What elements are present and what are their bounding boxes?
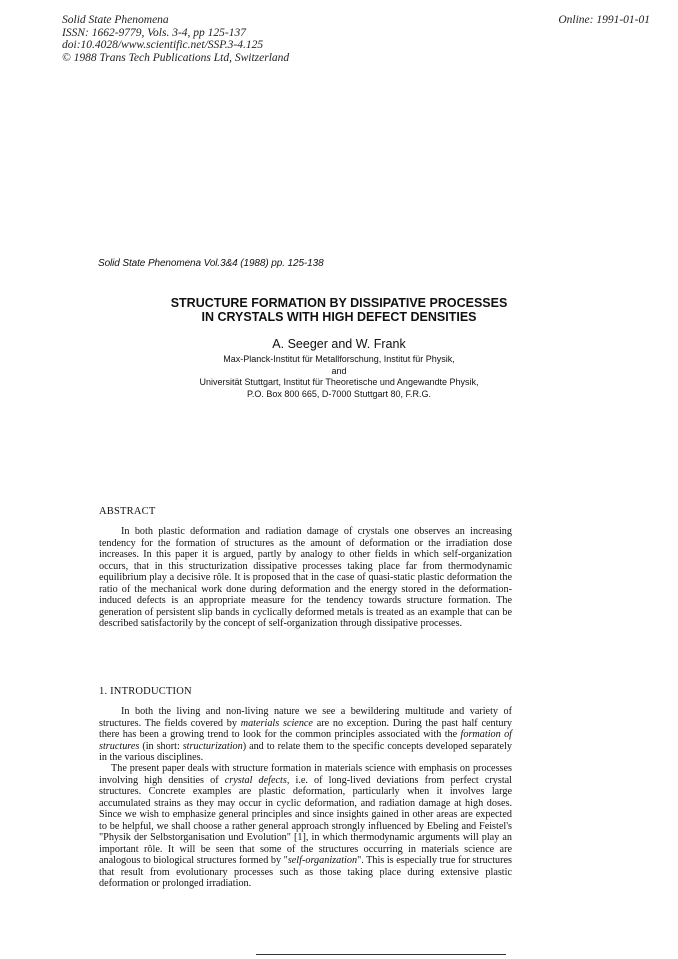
publication-header xyxy=(62,14,289,64)
authors: A. Seeger and W. Frank xyxy=(272,337,406,351)
bottom-rule xyxy=(256,954,506,955)
italic-run: crystal defects xyxy=(224,774,287,786)
text-run: (in short: xyxy=(139,740,183,752)
intro-paragraph-1-text xyxy=(99,706,512,763)
header-copyright: © 1988 Trans Tech Publications Ltd, Switzerland xyxy=(62,51,290,64)
intro-paragraph-2-text xyxy=(99,763,512,889)
affiliation-line: P.O. Box 800 665, D-7000 Stuttgart 80, F.R.G. xyxy=(247,388,431,399)
header-doi: doi:10.4028/www.scientific.net/SSP.3-4.125 xyxy=(62,39,264,51)
title-line: STRUCTURE FORMATION BY DISSIPATIVE PROCESSES xyxy=(170,296,508,310)
abstract-heading: ABSTRACT xyxy=(99,506,156,517)
italic-run: structurization xyxy=(182,740,243,752)
italic-run: self-organization xyxy=(287,855,358,866)
affiliation-line: and xyxy=(331,365,347,376)
affiliation-line: Universität Stuttgart, Institut für Theoretische und Angewandte Physik, xyxy=(199,377,479,387)
journal-reference: Solid State Phenomena Vol.3&4 (1988) pp. 125-138 xyxy=(98,258,324,269)
intro-paragraph-2 xyxy=(99,763,512,890)
affiliation xyxy=(0,354,678,400)
text-run: are no exception. During the past half century there has been a growing trend to look for the common principles associated with the xyxy=(99,717,512,740)
header-issn: ISSN: 1662-9779, Vols. 3-4, pp 125-137 xyxy=(62,26,246,39)
title-line: IN CRYSTALS WITH HIGH DEFECT DENSITIES xyxy=(201,310,477,324)
text-run: , i.e. of long-lived deviations from perfect crystal structures. Concrete examples are plastic deformation, particularly when it involves large accumulated strains as they may occur in cyclic deformation, and radiation damage at high doses. Since we wish to emphasize general principles and since insights gained in other areas are expected to be helpful, we shall choose a rather general approach strongly influenced by Ebeling and Feistel's "Physik der Selbstorganisation und Evolution" [1], in which thermodynamic arguments will play an important rôle. It will be seen that some of the structures occurring in materials science are analogous to biological structures formed by " xyxy=(99,774,513,866)
italic-run: materials science xyxy=(240,717,313,729)
paper-title xyxy=(0,296,678,324)
abstract-text: In both plastic deformation and radiation damage of crystals one observes an increasing tendency for the formation of structures as the amount of deformation or the irradiation dose increases. In this paper it is argued, partly by analogy to other fields in which self-organization occurs, that in this structurization dissipative processes taking place far from thermodynamic equilibrium play a decisive rôle. It is proposed that in the case of quasi-static plastic deformation the ratio of the mechanical work done during deformation and the energy stored in the deformation-induced defects is an appropriate measure for the tendency towards structure formation. The generation of persistent slip bands in cyclically deformed metals is treated as an example that can be described satisfactorily by the concept of self-organization through dissipative processes. xyxy=(99,526,512,629)
introduction-heading: 1. INTRODUCTION xyxy=(99,686,192,697)
header-journal: Solid State Phenomena xyxy=(62,14,169,26)
online-date: Online: 1991-01-01 xyxy=(558,14,650,26)
intro-paragraph-1 xyxy=(99,706,512,764)
affiliation-line: Max-Planck-Institut für Metallforschung, Institut für Physik, xyxy=(223,354,455,364)
text-run: The present paper deals with structure formation in materials science with emphasis on processes involving high densities of xyxy=(99,763,512,786)
italic-run: formation of structures xyxy=(99,729,512,752)
text-run: ". This is especially true for structures that result from evolutionary processes such as those taking place during extensive plastic deformation or prolonged irradiation. xyxy=(99,855,513,889)
text-run: In both the living and non-living nature we see a bewildering multitude and variety of structures. The fields covered by xyxy=(99,706,512,729)
abstract-paragraph xyxy=(99,526,512,630)
text-run: ) and to relate them to the specific concepts developed separately in the various disciplines. xyxy=(99,740,512,763)
